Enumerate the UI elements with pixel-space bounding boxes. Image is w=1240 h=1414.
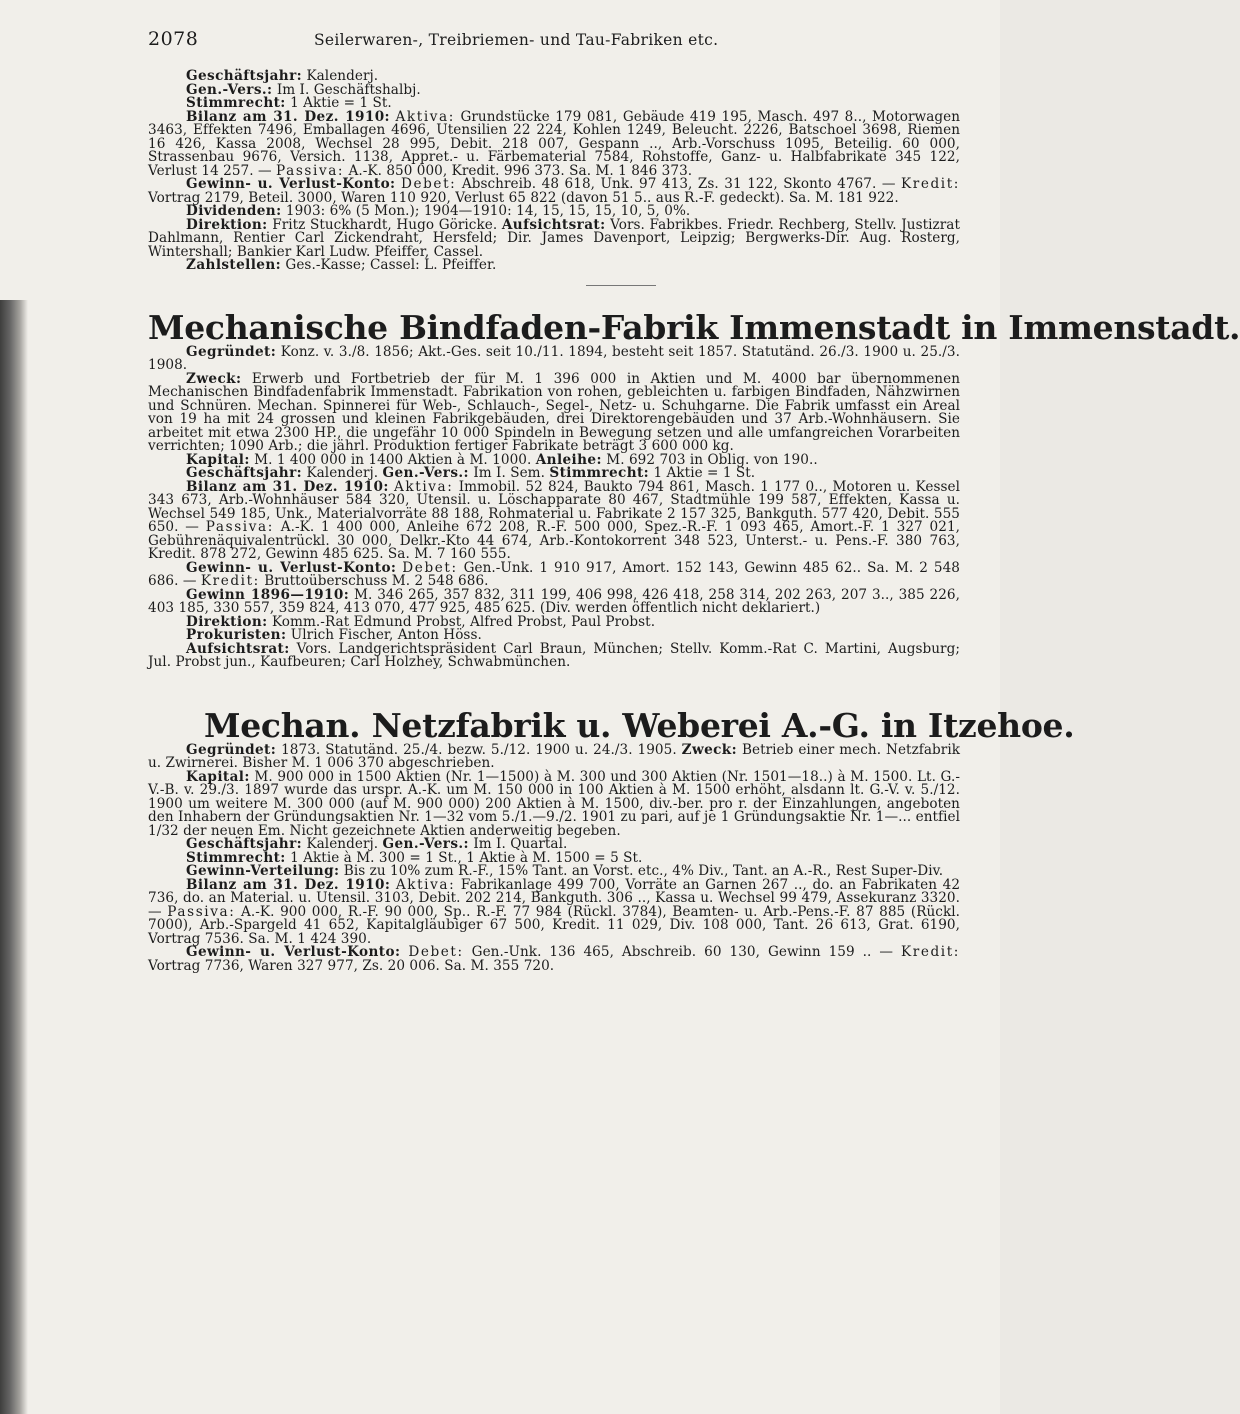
section-label: Passiva: xyxy=(276,162,345,179)
field-text: M. 346 265, 357 832, 311 199, 406 998, 426 418, 258 314, 202 263, 207 3.., 385 226, 403 185, 330 557, 359 824, 413 070, 477 925, 485 625. (Div. werden öffentlich nicht deklariert.) xyxy=(148,586,961,616)
field-text: A.-K. 900 000, R.-F. 90 000, Sp.. R.-F. 77 984 (Rückl. 3784), Beamten- u. Arb.-Pens.-F. 87 885 (Rückl. 7000), Arb.-Spargeld 41 652, Kapitalgläubiger 67 500, Kredit. 11 029, Div. 108 000, Tant. 26 613, Grat. 6190, Vortrag 7536. Sa. M. 1 424 390. xyxy=(148,903,961,947)
section-label: Aktiva: xyxy=(395,108,455,125)
field-label: Stimmrecht: xyxy=(186,849,286,866)
field-label: Gewinn- u. Verlust-Konto: xyxy=(186,559,397,576)
field-text: Ulrich Fischer, Anton Höss. xyxy=(290,627,482,643)
field-label: Stimmrecht: xyxy=(549,465,650,481)
entry-paragraph xyxy=(148,741,961,771)
field-text: Ges.-Kasse; Cassel: L. Pfeiffer. xyxy=(285,257,497,273)
field-text: Vortrag 7736, Waren 327 977, Zs. 20 006. Sa. M. 355 720. xyxy=(148,957,555,974)
field-text: 1873. Statutänd. 25./4. bezw. 5./12. 1900 u. 24./3. 1905. xyxy=(281,741,682,758)
field-text: Kalenderj. xyxy=(306,68,379,84)
entry-paragraph xyxy=(148,343,960,373)
field-label: Direktion: xyxy=(186,216,268,233)
field-label: Kapital: xyxy=(186,768,250,785)
page-number: 2078 xyxy=(148,28,199,50)
binding-shadow xyxy=(0,300,28,1414)
entry-seilerwaren xyxy=(148,70,960,273)
entry-paragraph xyxy=(148,259,960,273)
field-label: Gegründet: xyxy=(186,741,277,758)
field-label: Zahlstellen: xyxy=(186,257,282,273)
field-text: Vors. Fabrikbes. Friedr. Rechberg, Stellv. Justizrat Dahlmann, Rentier Carl Zickendraht, Hersfeld; Dir. James Davenport, Leipzig; Bergwerks-Dir. Aug. Rosterg, Wintershall; Bankier Karl Ludw. Pfeiffer, Cassel. xyxy=(148,216,960,260)
company-heading-itzehoe: Mechan. Netzfabrik u. Weberei A.-G. in Itzehoe. xyxy=(204,705,1075,745)
field-label: Gewinn- u. Verlust-Konto: xyxy=(186,176,396,192)
entry-paragraph xyxy=(148,178,960,205)
entry-paragraph xyxy=(148,586,961,616)
field-text: Kalenderj. xyxy=(306,836,383,852)
field-label: Dividenden: xyxy=(186,203,282,219)
running-title: Seilerwaren-, Treibriemen- und Tau-Fabriken etc. xyxy=(314,31,719,49)
field-label: Gegründet: xyxy=(186,343,277,360)
field-label: Gen.-Vers.: xyxy=(382,836,469,852)
field-text: A.-K. 850 000, Kredit. 996 373. Sa. M. 1 846 373. xyxy=(348,162,693,179)
entry-paragraph xyxy=(148,876,961,947)
content xyxy=(148,68,1240,974)
field-label: Zweck: xyxy=(186,370,242,387)
section-label: Debet: xyxy=(408,944,464,960)
field-text: Erwerb und Fortbetrieb der für M. 1 396 000 in Aktien und M. 4000 bar übernommenen Mechanischen Bindfadenfabrik Immenstadt. Fabrikation von rohen, gebleichten u. farbigen Bindfaden, Nähzwirnen und Schnüren. Mechan. Spinnerei für Web-, Schlauch-, Segel-, Netz- u. Schuhgarne. Die Fabrik umfasst ein Areal von 19 ha mit 24 grossen und kleinen Fabrikgebäuden, drei Direktorengebäuden und 37 Arb.-Wohnhäusern. Sie arbeitet mit etwa 2300 HP., die ungefähr 10 000 Spindeln in Bewegung setzen und alle umfangreichen Vorarbeiten verrichten; 1090 Arb.; die jährl. Produktion fertiger Fabrikate beträgt 3 600 000 kg. xyxy=(148,370,961,454)
entry-paragraph xyxy=(148,640,960,670)
field-text: Gen.-Unk. 1 910 917, Amort. 152 143, Gewinn 485 62.. Sa. M. 2 548 686. — xyxy=(148,559,960,589)
field-label: Prokuristen: xyxy=(186,627,287,643)
field-label: Bilanz am 31. Dez. 1910: xyxy=(186,876,391,893)
field-label: Bilanz am 31. Dez. 1910: xyxy=(186,108,390,125)
entry-paragraph xyxy=(148,108,960,179)
field-text: M. 900 000 in 1500 Aktien (Nr. 1—1500) à M. 300 und 300 Aktien (Nr. 1501—18..) à M. 1500. Lt. G.-V.-B. v. 29./3. 1897 wurde das urspr. A.-K. um M. 150 000 in 100 Aktien à M. 1500 erhöht, alsdann lt. G.-V. v. 5./12. 1900 um weitere M. 300 000 (auf M. 900 000) 200 Aktien à M. 1500, div.-ber. pro r. der Einzahlungen, angeboten den Inhabern der Gründungsaktien Nr. 1—32 vom 5./1.—9./2. 1901 zu pari, auf je 1 Gründungsaktie Nr. 1—... entfiel 1/32 der neuen Em. Nicht gezeichnete Aktien anderweitig begeben. xyxy=(148,768,960,839)
field-label: Geschäftsjahr: xyxy=(186,465,303,481)
field-text: Bis zu 10% zum R.-F., 15% Tant. an Vorst. etc., 4% Div., Tant. an A.-R., Rest Super-Div. xyxy=(343,863,944,879)
field-label: Direktion: xyxy=(186,613,268,630)
field-text: Vortrag 2179, Beteil. 3000, Waren 110 920, Verlust 65 822 (davon 51 5.. aus R.-F. gedeckt). Sa. M. 181 922. xyxy=(148,189,899,206)
divider xyxy=(586,285,656,286)
section-label: Aktiva: xyxy=(394,478,454,495)
field-label: Kapital: xyxy=(186,451,250,468)
field-label: Gen.-Vers.: xyxy=(382,465,469,481)
entry-paragraph xyxy=(148,559,960,589)
field-label: Gewinn 1896—1910: xyxy=(186,586,350,603)
section-label: Kredit: xyxy=(901,944,960,960)
field-text: Im I. Geschäftshalbj. xyxy=(276,81,421,98)
field-label: Stimmrecht: xyxy=(186,95,286,111)
field-text: Fabrikanlage 499 700, Vorräte an Garnen 267 .., do. an Fabrikaten 42 736, do. an Material. u. Utensil. 3103, Debit. 202 214, Bankguth. 306 .., Kassa u. Wechsel 99 479, Assekuranz 3320. — xyxy=(148,876,961,920)
field-text: Komm.-Rat Edmund Probst, Alfred Probst, Paul Probst. xyxy=(271,613,656,630)
field-text: Gen.-Unk. 136 465, Abschreib. 60 130, Gewinn 159 .. — xyxy=(471,944,894,960)
field-text: 1 Aktie = 1 St. xyxy=(290,95,392,111)
field-text: M. 1 400 000 in 1400 Aktien à M. 1000. xyxy=(254,451,536,468)
section-label: Debet: xyxy=(402,559,458,576)
field-text: 1 Aktie = 1 St. xyxy=(653,465,756,481)
running-header xyxy=(148,28,968,54)
field-text: Grundstücke 179 081, Gebäude 419 195, Masch. 497 8.., Motorwagen 3463, Effekten 7496, Emballagen 4696, Utensilien 22 224, Kohlen 1249, Beleucht. 2226, Batschoel 3698, Riemen 16 426, Kassa 2008, Wechsel 28 995, Debit. 218 007, Gespann .., Arb.-Vorschuss 1095, Beteilig. 60 000, Strassenbau 9676, Versich. 1138, Appret.- u. Färbematerial 7584, Rohstoffe, Ganz- u. Halbfabrikate 345 122, Verlust 14 257. — xyxy=(148,108,960,179)
entry-paragraph xyxy=(148,478,961,562)
field-text: Fritz Stuckhardt, Hugo Göricke. xyxy=(272,216,502,233)
field-text: A.-K. 1 400 000, Anleihe 672 208, R.-F. 500 000, Spez.-R.-F. 1 093 465, Amort.-F. 1 327 021, Gebührenäquivalentrückl. 30 000, Delkr.-Kto 44 674, Arb.-Kontokorrent 348 523, Unterst.- u. Pens.-F. 380 763, Kredit. 878 272, Gewinn 485 625. Sa. M. 7 160 555. xyxy=(148,519,961,562)
field-label: Aufsichtsrat: xyxy=(501,216,606,233)
field-text: Im I. Quartal. xyxy=(473,836,568,852)
entry-itzehoe xyxy=(148,741,961,974)
entry-paragraph xyxy=(148,946,960,973)
company-heading-immenstadt: Mechanische Bindfaden-Fabrik Immenstadt in Immenstadt. xyxy=(148,307,1240,347)
field-text: Kalenderj. xyxy=(306,465,383,481)
field-label: Geschäftsjahr: xyxy=(186,836,303,852)
section-label: Kredit: xyxy=(901,176,960,192)
field-text: Immobil. 52 824, Baukto 794 861, Masch. 1 177 0.., Motoren u. Kessel 343 673, Arb.-Wohnhäuser 584 320, Utensil. u. Löschapparate 80 467, Stadtmühle 199 587, Effekten, Kassa u. Wechsel 549 185, Unk., Materialvorräte 88 188, Rohmaterial u. Fabrikate 2 157 325, Bankguth. 577 420, Debit. 555 650. — xyxy=(148,478,961,535)
section-label: Aktiva: xyxy=(395,876,456,893)
section-label: Passiva: xyxy=(205,519,274,535)
field-label: Aufsichtsrat: xyxy=(186,640,290,657)
field-label: Bilanz am 31. Dez. 1910: xyxy=(186,478,389,495)
field-label: Gewinn- u. Verlust-Konto: xyxy=(186,944,401,960)
section-label: Passiva: xyxy=(167,903,236,920)
field-text: Abschreib. 48 618, Unk. 97 413, Zs. 31 122, Skonto 4767. — xyxy=(461,176,896,192)
field-text: Betrieb einer mech. Netzfabrik u. Zwirnerei. Bisher M. 1 006 370 abgeschrieben. xyxy=(148,741,961,771)
entry-immenstadt xyxy=(148,343,961,670)
entry-paragraph xyxy=(148,370,961,454)
field-text: Vors. Landgerichtspräsident Carl Braun, München; Stellv. Komm.-Rat C. Martini, Augsburg; Jul. Probst jun., Kaufbeuren; Carl Holzhey, Schwabmünchen. xyxy=(148,640,960,670)
field-text: Im I. Sem. xyxy=(473,465,550,481)
field-text: 1 Aktie à M. 300 = 1 St., 1 Aktie à M. 1500 = 5 St. xyxy=(290,849,643,866)
section-label: Debet: xyxy=(400,176,457,192)
field-text: Bruttoüberschuss M. 2 548 686. xyxy=(264,573,489,589)
field-text: Konz. v. 3./8. 1856; Akt.-Ges. seit 10./11. 1894, besteht seit 1857. Statutänd. 26./3. 1900 u. 25./3. 1908. xyxy=(148,343,960,373)
entry-paragraph xyxy=(148,216,960,260)
entry-paragraph xyxy=(148,768,960,839)
field-label: Zweck: xyxy=(681,741,738,758)
section-label: Kredit: xyxy=(200,573,260,589)
field-label: Anleihe: xyxy=(535,451,602,468)
field-text: M. 692 703 in Oblig. von 190.. xyxy=(606,451,818,468)
field-label: Gewinn-Verteilung: xyxy=(186,863,340,879)
field-text: 1903: 6% (5 Mon.); 1904—1910: 14, 15, 15, 15, 10, 5, 0%. xyxy=(285,203,691,219)
field-label: Gen.-Vers.: xyxy=(186,81,273,98)
field-label: Geschäftsjahr: xyxy=(186,68,303,84)
